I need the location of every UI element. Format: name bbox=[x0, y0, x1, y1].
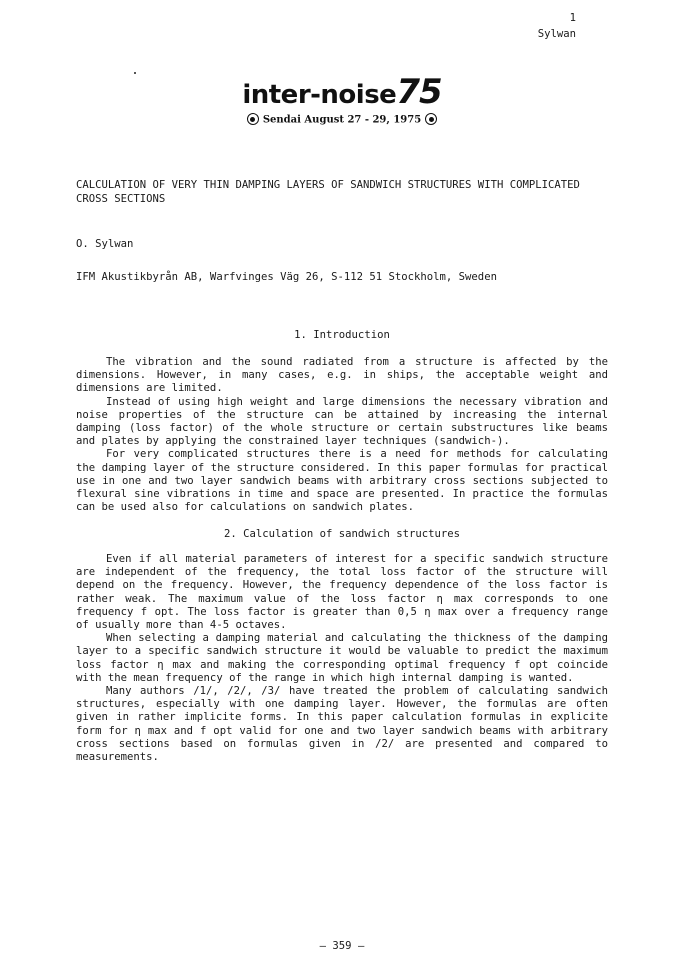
conference-dates: Sendai August 27 - 29, 1975 bbox=[262, 114, 422, 126]
conference-logo bbox=[0, 72, 684, 126]
paper-affiliation: IFM Akustikbyrån AB, Warfvinges Väg 26, S-112 51 Stockholm, Sweden bbox=[76, 271, 497, 283]
introduction-body bbox=[76, 356, 608, 514]
paragraph: When selecting a damping material and calculating the thickness of the damping layer to a specific sandwich structure it would be valuable to predict the maximum loss factor η max and making the corresponding optimal frequency f opt coincide with the mean frequency of the range in which high internal damping is wanted. bbox=[76, 632, 608, 684]
conference-subtitle bbox=[0, 114, 684, 126]
paragraph: Instead of using high weight and large dimensions the necessary vibration and noise properties of the structure can be attained by increasing the internal damping (loss factor) of the whole structure or certain substructures like beams and plates by applying the constrained layer techniques (sandwich-). bbox=[76, 395, 608, 448]
emblem-icon bbox=[247, 113, 259, 125]
paragraph: Even if all material parameters of interest for a specific sandwich structure are independent of the frequency, the total loss factor of the structure will depend on the frequency. However, the frequency dependence of the loss factor is rather weak. The maximum value of the loss factor η max corresponds to one frequency f opt. The loss factor is greater than 0,5 η max over a frequency range of usually more than 4-5 octaves. bbox=[76, 553, 608, 632]
paragraph: The vibration and the sound radiated from a structure is affected by the dimensions. However, in many cases, e.g. in ships, the acceptable weight and dimensions are limited. bbox=[76, 356, 608, 395]
page-footer-number: — 359 — bbox=[319, 940, 365, 952]
paragraph: For very complicated structures there is a need for methods for calculating the damping layer of the structure considered. In this paper formulas for practical use in one and two layer sandwich beams with arbitrary cross sections subjected to flexural sine vibrations in time and space are presented. In practice the formulas can be used also for calculations on sandwich plates. bbox=[76, 448, 608, 514]
header-author: Sylwan bbox=[537, 28, 576, 40]
page-header bbox=[538, 10, 576, 42]
emblem-icon bbox=[425, 113, 437, 125]
calculation-body bbox=[76, 553, 608, 764]
logo-prefix: inter-noise bbox=[242, 80, 397, 110]
paper-title: CALCULATION OF VERY THIN DAMPING LAYERS OF SANDWICH STRUCTURES WITH COMPLICATED CROSS SECTIONS bbox=[76, 179, 580, 205]
page-number: 1 bbox=[569, 12, 576, 24]
paragraph: Many authors /1/, /2/, /3/ have treated the problem of calculating sandwich structures, especially with one damping layer. However, the formulas are often given in rather implicite forms. In this paper calculation formulas in explicite form for η max and f opt valid for one and two layer sandwich beams with arbitrary cross sections based on formulas given in /2/ are presented and compared to measurements. bbox=[76, 685, 608, 764]
section-heading-introduction: 1. Introduction bbox=[294, 329, 390, 341]
section-heading-calculation: 2. Calculation of sandwich structures bbox=[224, 528, 460, 540]
logo-wordmark bbox=[0, 72, 684, 112]
logo-year: 75 bbox=[396, 72, 442, 112]
paper-author: O. Sylwan bbox=[76, 238, 134, 250]
